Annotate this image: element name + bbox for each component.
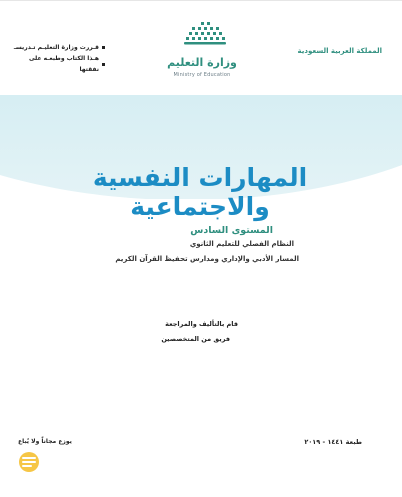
bullet-icon xyxy=(102,63,105,66)
ministry-name-english: Ministry of Education xyxy=(173,72,231,78)
edition-label: طبعة ١٤٤١ - ٢٠١٩ xyxy=(304,438,362,446)
corner-logo-icon xyxy=(18,451,40,473)
bullet-icon xyxy=(102,46,105,49)
book-title: المهارات النفسية والاجتماعية xyxy=(92,163,308,221)
level-label: المستوى السادس xyxy=(190,225,273,236)
notice-text-1: قـررت وزارة التعليـم تـدريسـ xyxy=(13,44,99,51)
team-label: فريق من المتخصصين xyxy=(161,335,230,343)
track-label: المسار الأدبي والإداري ومدارس تحفيظ القرآن الكريم xyxy=(115,255,299,263)
authoring-label: قام بالتأليف والمراجعة xyxy=(165,320,238,328)
kingdom-label: المملكة العربية السعودية xyxy=(297,47,382,55)
system-label: النظام الفصلي للتعليم الثانوي xyxy=(189,240,294,248)
free-distribution-label: يوزع مجاناً ولا يُباع xyxy=(18,438,72,445)
ministry-name-arabic: وزارة التعليم xyxy=(167,56,237,69)
notice-line-1 xyxy=(10,42,105,53)
ministry-logo-icon xyxy=(182,22,228,48)
ministry-logo xyxy=(160,22,240,82)
notice-text-2: هـذا الكتاب وطبعـه على نفقتها xyxy=(28,55,99,73)
notice-block xyxy=(10,42,105,75)
notice-line-2 xyxy=(10,53,105,75)
